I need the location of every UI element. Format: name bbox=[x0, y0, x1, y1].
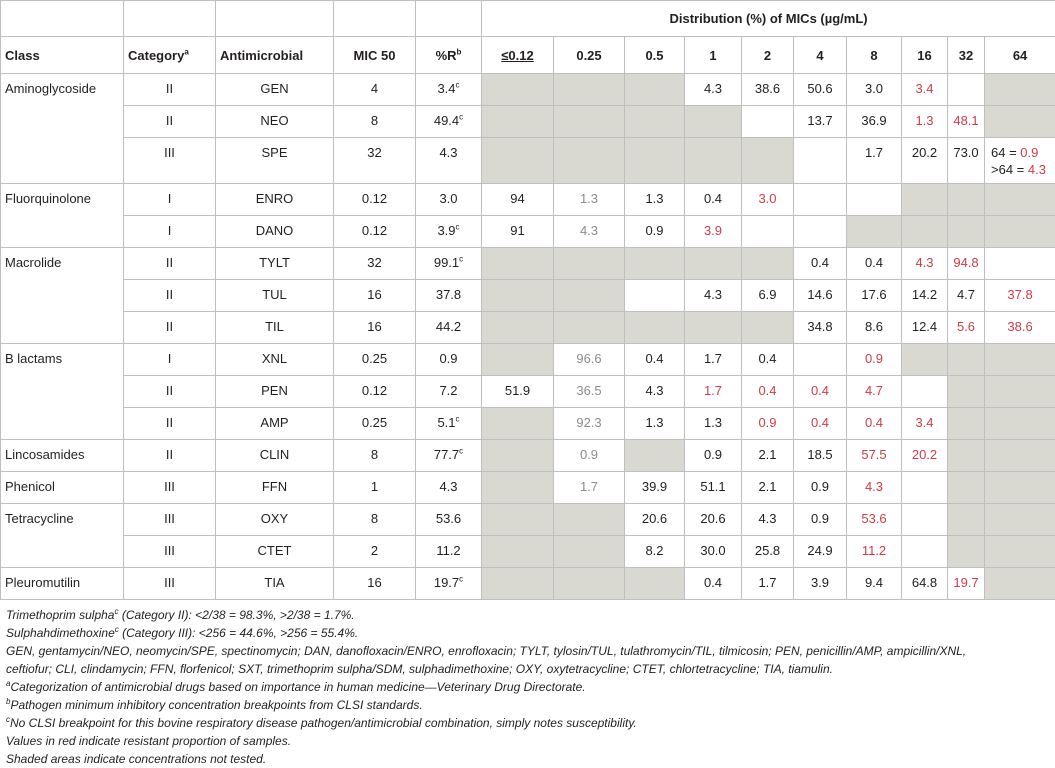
mic-value-cell: 4.3 bbox=[847, 472, 902, 504]
mic-value-cell: 4.3 bbox=[554, 216, 625, 248]
antimicrobial-cell: TYLT bbox=[216, 248, 334, 280]
mic-value-cell: 36.5 bbox=[554, 376, 625, 408]
mic-value-cell bbox=[902, 472, 948, 504]
mic-value-cell: 4.3 bbox=[685, 280, 742, 312]
mic-value-cell bbox=[948, 440, 985, 472]
mic-value-cell: 3.9 bbox=[794, 568, 847, 600]
conc-header: 0.25 bbox=[554, 37, 625, 74]
table-notes bbox=[0, 600, 1055, 768]
mic-value-cell: 0.9 bbox=[625, 216, 685, 248]
note-trimethoprim: Trimethoprim sulpha$^c$ (Category II): <2/38 = 98.3%, >2/38 = 1.7%. bbox=[6, 606, 1049, 624]
mic50-cell: 16 bbox=[334, 312, 416, 344]
mic-value-cell bbox=[482, 536, 554, 568]
mic-value-cell: 3.0 bbox=[847, 74, 902, 106]
mic-value-cell: 0.9 bbox=[554, 440, 625, 472]
mic-value-cell bbox=[482, 138, 554, 184]
table-row bbox=[1, 568, 1055, 600]
mic-value-cell bbox=[482, 106, 554, 138]
note-abbreviations-2: ceftiofur; CLI, clindamycin; FFN, florfenicol; SXT, trimethoprim sulpha/SDM, sulphadimethoxine; OXY, oxytetracycline; CTET, chlortetracycline; TIA, tiamulin. bbox=[6, 660, 1049, 678]
class-cell bbox=[1, 536, 124, 568]
mic-value-cell bbox=[985, 504, 1055, 536]
mic-value-cell: 0.4 bbox=[685, 184, 742, 216]
antimicrobial-cell: TIL bbox=[216, 312, 334, 344]
mic-value-cell bbox=[985, 440, 1055, 472]
category-cell: III bbox=[124, 504, 216, 536]
mic-value-cell bbox=[985, 344, 1055, 376]
mic-value-cell bbox=[902, 216, 948, 248]
antimicrobial-cell: OXY bbox=[216, 504, 334, 536]
mic-value-cell: 8.2 bbox=[625, 536, 685, 568]
mic-value-cell: 64 = 0.9 >64 = 4.3 bbox=[985, 138, 1055, 184]
category-cell: II bbox=[124, 376, 216, 408]
header-blank bbox=[416, 1, 482, 37]
mic-value-cell: 94.8 bbox=[948, 248, 985, 280]
mic-value-cell: 0.9 bbox=[794, 504, 847, 536]
pct-r-cell: 3.0 bbox=[416, 184, 482, 216]
mic-value-cell: 4.7 bbox=[847, 376, 902, 408]
antimicrobial-cell: AMP bbox=[216, 408, 334, 440]
class-cell: Aminoglycoside bbox=[1, 74, 124, 106]
mic-value-cell: 13.7 bbox=[794, 106, 847, 138]
mic-value-cell: 53.6 bbox=[847, 504, 902, 536]
mic-value-cell: 0.4 bbox=[742, 344, 794, 376]
table-row bbox=[1, 138, 1055, 184]
mic-value-cell: 4.3 bbox=[685, 74, 742, 106]
mic50-cell: 32 bbox=[334, 138, 416, 184]
mic-value-cell bbox=[625, 440, 685, 472]
antimicrobial-cell: DANO bbox=[216, 216, 334, 248]
mic-value-cell bbox=[482, 408, 554, 440]
antimicrobial-cell: SPE bbox=[216, 138, 334, 184]
mic-value-cell: 0.4 bbox=[847, 408, 902, 440]
class-cell: Fluorquinolone bbox=[1, 184, 124, 216]
table-row bbox=[1, 408, 1055, 440]
footnote-c: $^c$No CLSI breakpoint for this bovine respiratory disease pathogen/antimicrobial combination, simply notes susceptibility. bbox=[6, 714, 1049, 732]
mic50-header: MIC 50 bbox=[334, 37, 416, 74]
mic50-cell: 0.25 bbox=[334, 408, 416, 440]
mic-value-cell: 0.4 bbox=[794, 408, 847, 440]
mic-value-cell bbox=[685, 248, 742, 280]
conc-header: 2 bbox=[742, 37, 794, 74]
mic50-cell: 4 bbox=[334, 74, 416, 106]
class-cell bbox=[1, 376, 124, 408]
pct-r-cell: 3.9$^c$ bbox=[416, 216, 482, 248]
antimicrobial-header: Antimicrobial bbox=[216, 37, 334, 74]
mic-value-cell: 8.6 bbox=[847, 312, 902, 344]
pct-r-cell: 11.2 bbox=[416, 536, 482, 568]
mic-value-cell bbox=[482, 248, 554, 280]
class-cell bbox=[1, 280, 124, 312]
mic-value-cell: 39.9 bbox=[625, 472, 685, 504]
conc-header: 32 bbox=[948, 37, 985, 74]
distribution-header: Distribution (%) of MICs (µg/mL) bbox=[482, 1, 1055, 37]
mic-value-cell bbox=[794, 216, 847, 248]
mic50-cell: 0.12 bbox=[334, 376, 416, 408]
mic50-cell: 8 bbox=[334, 106, 416, 138]
mic-value-cell bbox=[554, 74, 625, 106]
mic-value-cell bbox=[948, 504, 985, 536]
mic-value-cell bbox=[482, 440, 554, 472]
header-blank bbox=[124, 1, 216, 37]
mic-value-cell bbox=[985, 472, 1055, 504]
header-blank bbox=[334, 1, 416, 37]
mic-value-cell: 6.9 bbox=[742, 280, 794, 312]
mic-value-cell: 5.6 bbox=[948, 312, 985, 344]
mic50-cell: 0.12 bbox=[334, 184, 416, 216]
mic50-cell: 32 bbox=[334, 248, 416, 280]
mic-value-cell bbox=[554, 536, 625, 568]
mic-value-cell: 25.8 bbox=[742, 536, 794, 568]
mic-value-cell bbox=[482, 74, 554, 106]
mic-value-cell: 20.2 bbox=[902, 440, 948, 472]
mic-value-cell: 3.4 bbox=[902, 74, 948, 106]
pct-r-header: $\%R^b$ bbox=[416, 37, 482, 74]
mic-value-cell bbox=[985, 376, 1055, 408]
mic-value-cell: 1.3 bbox=[625, 184, 685, 216]
mic-value-cell: 36.9 bbox=[847, 106, 902, 138]
mic-value-cell bbox=[985, 74, 1055, 106]
mic-value-cell bbox=[685, 138, 742, 184]
mic-value-cell: 50.6 bbox=[794, 74, 847, 106]
mic-value-cell bbox=[847, 184, 902, 216]
mic-value-cell bbox=[794, 184, 847, 216]
table-row bbox=[1, 536, 1055, 568]
mic-value-cell bbox=[685, 312, 742, 344]
class-cell: Phenicol bbox=[1, 472, 124, 504]
conc-header: 16 bbox=[902, 37, 948, 74]
antimicrobial-cell: GEN bbox=[216, 74, 334, 106]
category-cell: II bbox=[124, 106, 216, 138]
category-cell: III bbox=[124, 568, 216, 600]
mic-value-cell: 38.6 bbox=[985, 312, 1055, 344]
mic-value-cell: 3.0 bbox=[742, 184, 794, 216]
category-cell: II bbox=[124, 408, 216, 440]
mic-value-cell: 1.3 bbox=[685, 408, 742, 440]
conc-header: ≤0.12 bbox=[482, 37, 554, 74]
class-cell bbox=[1, 216, 124, 248]
mic-value-cell bbox=[482, 280, 554, 312]
class-cell: Pleuromutilin bbox=[1, 568, 124, 600]
note-sulphadimethoxine: Sulphahdimethoxine$^c$ (Category III): <256 = 44.6%, >256 = 55.4%. bbox=[6, 624, 1049, 642]
mic-value-cell bbox=[902, 504, 948, 536]
class-cell: Tetracycline bbox=[1, 504, 124, 536]
mic-value-cell: 1.7 bbox=[742, 568, 794, 600]
mic50-cell: 0.12 bbox=[334, 216, 416, 248]
mic-value-cell: 0.4 bbox=[794, 248, 847, 280]
antimicrobial-cell: CTET bbox=[216, 536, 334, 568]
mic-value-cell: 30.0 bbox=[685, 536, 742, 568]
mic50-cell: 8 bbox=[334, 504, 416, 536]
category-cell: III bbox=[124, 472, 216, 504]
mic-value-cell: 73.0 bbox=[948, 138, 985, 184]
mic-value-cell: 1.3 bbox=[902, 106, 948, 138]
mic-value-cell: 1.7 bbox=[554, 472, 625, 504]
mic-value-cell: 0.9 bbox=[847, 344, 902, 376]
mic-value-cell bbox=[554, 106, 625, 138]
table-row bbox=[1, 216, 1055, 248]
header-blank bbox=[1, 1, 124, 37]
mic-value-cell: 4.3 bbox=[625, 376, 685, 408]
mic-value-cell: 20.6 bbox=[685, 504, 742, 536]
mic-value-cell bbox=[985, 184, 1055, 216]
table-row bbox=[1, 74, 1055, 106]
category-cell: I bbox=[124, 184, 216, 216]
mic-value-cell bbox=[482, 472, 554, 504]
mic-value-cell: 4.3 bbox=[742, 504, 794, 536]
mic50-cell: 16 bbox=[334, 280, 416, 312]
mic50-cell: 1 bbox=[334, 472, 416, 504]
category-cell: I bbox=[124, 344, 216, 376]
mic-value-cell: 34.8 bbox=[794, 312, 847, 344]
mic-value-cell: 2.1 bbox=[742, 440, 794, 472]
mic-value-cell bbox=[948, 184, 985, 216]
mic-value-cell bbox=[742, 216, 794, 248]
conc-header: 64 bbox=[985, 37, 1055, 74]
antimicrobial-cell: ENRO bbox=[216, 184, 334, 216]
mic-value-cell: 19.7 bbox=[948, 568, 985, 600]
mic-value-cell bbox=[625, 280, 685, 312]
table-row bbox=[1, 280, 1055, 312]
category-cell: II bbox=[124, 280, 216, 312]
mic-value-cell bbox=[554, 280, 625, 312]
pct-r-cell: 19.7$^c$ bbox=[416, 568, 482, 600]
class-cell bbox=[1, 408, 124, 440]
mic-value-cell: 3.9 bbox=[685, 216, 742, 248]
mic-value-cell bbox=[554, 568, 625, 600]
mic-value-cell bbox=[948, 472, 985, 504]
footnote-a: $^a$Categorization of antimicrobial drugs based on importance in human medicine—Veterinary Drug Directorate. bbox=[6, 678, 1049, 696]
mic-value-cell bbox=[902, 536, 948, 568]
mic-value-cell: 1.7 bbox=[685, 376, 742, 408]
header-blank bbox=[216, 1, 334, 37]
mic-value-cell bbox=[554, 138, 625, 184]
mic-value-cell: 4.3 bbox=[902, 248, 948, 280]
mic-value-cell: 1.7 bbox=[685, 344, 742, 376]
mic-value-cell: 64.8 bbox=[902, 568, 948, 600]
mic-value-cell: 0.4 bbox=[625, 344, 685, 376]
antimicrobial-cell: NEO bbox=[216, 106, 334, 138]
footnote-b: $^b$Pathogen minimum inhibitory concentration breakpoints from CLSI standards. bbox=[6, 696, 1049, 714]
mic-value-cell: 1.7 bbox=[847, 138, 902, 184]
mic-value-cell bbox=[985, 408, 1055, 440]
mic-value-cell bbox=[482, 568, 554, 600]
class-cell: B lactams bbox=[1, 344, 124, 376]
mic-value-cell: 38.6 bbox=[742, 74, 794, 106]
mic-value-cell bbox=[625, 74, 685, 106]
pct-r-cell: 53.6 bbox=[416, 504, 482, 536]
mic-value-cell bbox=[742, 106, 794, 138]
mic-value-cell: 51.1 bbox=[685, 472, 742, 504]
conc-header: 4 bbox=[794, 37, 847, 74]
pct-r-cell: 5.1$^c$ bbox=[416, 408, 482, 440]
mic-value-cell: 92.3 bbox=[554, 408, 625, 440]
category-cell: II bbox=[124, 312, 216, 344]
mic-value-cell: 48.1 bbox=[948, 106, 985, 138]
mic-value-cell: 11.2 bbox=[847, 536, 902, 568]
mic-value-cell bbox=[482, 312, 554, 344]
mic-value-cell bbox=[482, 344, 554, 376]
mic-value-cell bbox=[625, 568, 685, 600]
mic-value-cell: 0.9 bbox=[685, 440, 742, 472]
table-row bbox=[1, 248, 1055, 280]
mic50-cell: 2 bbox=[334, 536, 416, 568]
table-row bbox=[1, 312, 1055, 344]
mic-value-cell: 0.4 bbox=[847, 248, 902, 280]
mic-value-cell: 37.8 bbox=[985, 280, 1055, 312]
mic-value-cell bbox=[948, 74, 985, 106]
conc-header: 0.5 bbox=[625, 37, 685, 74]
mic-value-cell: 20.2 bbox=[902, 138, 948, 184]
conc-header: 8 bbox=[847, 37, 902, 74]
mic-value-cell: 24.9 bbox=[794, 536, 847, 568]
mic50-cell: 0.25 bbox=[334, 344, 416, 376]
mic-value-cell bbox=[902, 184, 948, 216]
mic-value-cell bbox=[554, 504, 625, 536]
mic-value-cell bbox=[554, 248, 625, 280]
category-cell: I bbox=[124, 216, 216, 248]
mic-value-cell bbox=[625, 312, 685, 344]
class-header: Class bbox=[1, 37, 124, 74]
mic-value-cell bbox=[948, 344, 985, 376]
mic-value-cell bbox=[625, 138, 685, 184]
mic-value-cell bbox=[742, 138, 794, 184]
pct-r-cell: 4.3 bbox=[416, 138, 482, 184]
mic-value-cell: 18.5 bbox=[794, 440, 847, 472]
pct-r-cell: 99.1$^c$ bbox=[416, 248, 482, 280]
pct-r-cell: 3.4$^c$ bbox=[416, 74, 482, 106]
pct-r-cell: 49.4$^c$ bbox=[416, 106, 482, 138]
class-cell: Lincosamides bbox=[1, 440, 124, 472]
antimicrobial-cell: TIA bbox=[216, 568, 334, 600]
pct-r-cell: 0.9 bbox=[416, 344, 482, 376]
mic-value-cell: 1.3 bbox=[554, 184, 625, 216]
mic-value-cell: 0.9 bbox=[794, 472, 847, 504]
pct-r-cell: 44.2 bbox=[416, 312, 482, 344]
class-cell bbox=[1, 312, 124, 344]
class-cell: Macrolide bbox=[1, 248, 124, 280]
category-cell: III bbox=[124, 536, 216, 568]
mic-value-cell: 57.5 bbox=[847, 440, 902, 472]
mic-value-cell bbox=[985, 216, 1055, 248]
table-row bbox=[1, 472, 1055, 504]
table-row bbox=[1, 106, 1055, 138]
category-cell: III bbox=[124, 138, 216, 184]
table-row bbox=[1, 504, 1055, 536]
mic-value-cell: 51.9 bbox=[482, 376, 554, 408]
mic-value-cell: 14.6 bbox=[794, 280, 847, 312]
conc-header: 1 bbox=[685, 37, 742, 74]
mic-value-cell bbox=[794, 138, 847, 184]
mic-value-cell: 20.6 bbox=[625, 504, 685, 536]
mic-value-cell bbox=[554, 312, 625, 344]
mic50-cell: 8 bbox=[334, 440, 416, 472]
mic-value-cell: 94 bbox=[482, 184, 554, 216]
pct-r-cell: 4.3 bbox=[416, 472, 482, 504]
category-header: Category$^a$ bbox=[124, 37, 216, 74]
antimicrobial-cell: FFN bbox=[216, 472, 334, 504]
mic-value-cell bbox=[985, 248, 1055, 280]
class-cell bbox=[1, 138, 124, 184]
mic-value-cell bbox=[902, 344, 948, 376]
mic-value-cell bbox=[742, 312, 794, 344]
note-shaded-areas: Shaded areas indicate concentrations not tested. bbox=[6, 750, 1049, 768]
mic-value-cell: 9.4 bbox=[847, 568, 902, 600]
mic50-cell: 16 bbox=[334, 568, 416, 600]
mic-value-cell bbox=[985, 568, 1055, 600]
mic-value-cell bbox=[948, 376, 985, 408]
mic-value-cell bbox=[902, 376, 948, 408]
mic-value-cell bbox=[847, 216, 902, 248]
mic-value-cell bbox=[625, 248, 685, 280]
mic-value-cell bbox=[948, 408, 985, 440]
table-row bbox=[1, 344, 1055, 376]
mic-value-cell: 4.7 bbox=[948, 280, 985, 312]
pct-r-cell: 37.8 bbox=[416, 280, 482, 312]
mic-value-cell bbox=[985, 536, 1055, 568]
mic-value-cell: 2.1 bbox=[742, 472, 794, 504]
mic-value-cell: 0.9 bbox=[742, 408, 794, 440]
antimicrobial-cell: CLIN bbox=[216, 440, 334, 472]
mic-value-cell bbox=[482, 504, 554, 536]
category-cell: II bbox=[124, 440, 216, 472]
mic-value-cell: 1.3 bbox=[625, 408, 685, 440]
note-abbreviations-1: GEN, gentamycin/NEO, neomycin/SPE, spectinomycin; DAN, danofloxacin/ENRO, enrofloxacin; TYLT, tylosin/TUL, tulathromycin/TIL, tilmicosin; PEN, penicillin/AMP, ampicillin/XNL, bbox=[6, 642, 1049, 660]
mic-value-cell: 14.2 bbox=[902, 280, 948, 312]
mic-value-cell: 0.4 bbox=[685, 568, 742, 600]
table-body bbox=[1, 74, 1055, 600]
table-row bbox=[1, 440, 1055, 472]
mic-value-cell bbox=[685, 106, 742, 138]
category-cell: II bbox=[124, 248, 216, 280]
mic-value-cell bbox=[625, 106, 685, 138]
mic-value-cell: 96.6 bbox=[554, 344, 625, 376]
mic-value-cell: 17.6 bbox=[847, 280, 902, 312]
mic-value-cell bbox=[742, 248, 794, 280]
mic-value-cell bbox=[794, 344, 847, 376]
mic-value-cell: 12.4 bbox=[902, 312, 948, 344]
note-red-values: Values in red indicate resistant proportion of samples. bbox=[6, 732, 1049, 750]
table-row bbox=[1, 184, 1055, 216]
table-row bbox=[1, 376, 1055, 408]
mic-value-cell: 3.4 bbox=[902, 408, 948, 440]
mic-value-cell: 0.4 bbox=[742, 376, 794, 408]
pct-r-cell: 77.7$^c$ bbox=[416, 440, 482, 472]
mic-value-cell: 91 bbox=[482, 216, 554, 248]
antimicrobial-cell: TUL bbox=[216, 280, 334, 312]
category-cell: II bbox=[124, 74, 216, 106]
mic-value-cell bbox=[948, 216, 985, 248]
pct-r-cell: 7.2 bbox=[416, 376, 482, 408]
class-cell bbox=[1, 106, 124, 138]
mic-value-cell bbox=[948, 536, 985, 568]
antimicrobial-cell: PEN bbox=[216, 376, 334, 408]
mic-value-cell bbox=[985, 106, 1055, 138]
antimicrobial-cell: XNL bbox=[216, 344, 334, 376]
mic-value-cell: 0.4 bbox=[794, 376, 847, 408]
